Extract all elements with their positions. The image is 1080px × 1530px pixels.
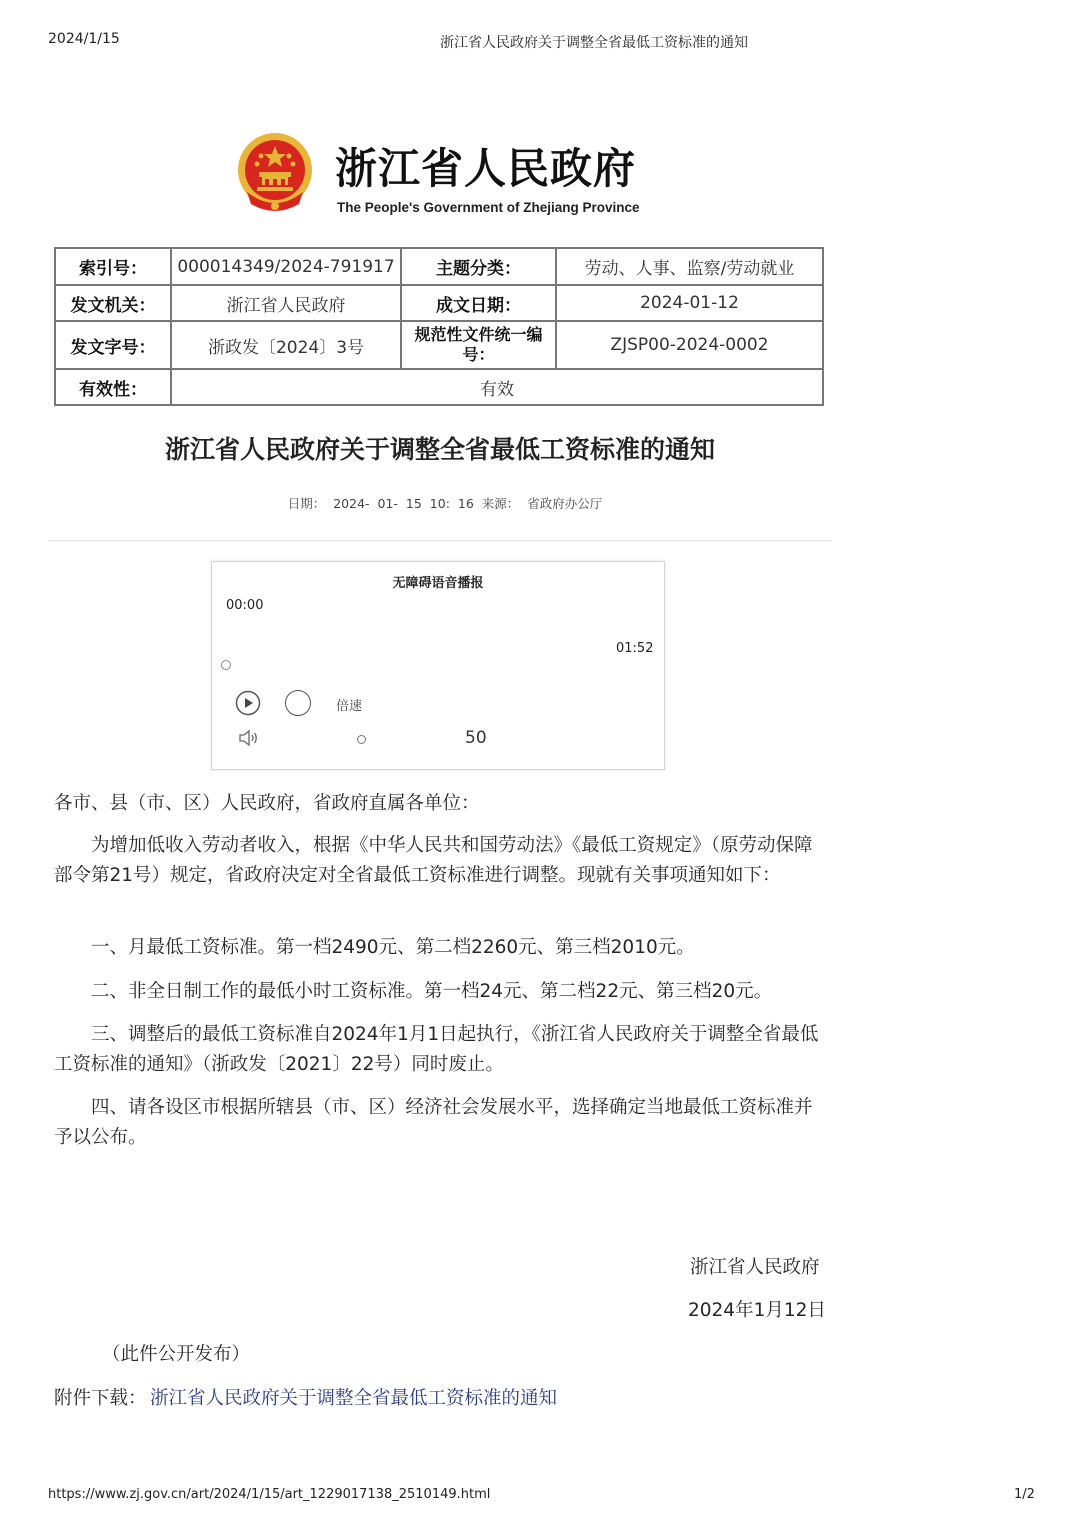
validity-value: 有效 [171, 369, 823, 405]
play-icon[interactable] [235, 690, 261, 716]
issuer-value: 浙江省人民政府 [171, 285, 401, 321]
paragraph-item-2: 二、非全日制工作的最低小时工资标准。第一档24元、第二档22元、第三档20元。 [91, 981, 773, 1002]
paragraph-item-3: 三、调整后的最低工资标准自2024年1月1日起执行，《浙江省人民政府关于调整全省最低工资标准的通知》（浙政发〔2021〕22号）同时废止。 [54, 1024, 819, 1075]
print-date: 2024/1/15 [48, 31, 120, 47]
article-meta: 日期： 2024- 01- 15 10: 16 来源： 省政府办公厅 [287, 496, 603, 511]
attachment-link[interactable]: 浙江省人民政府关于调整全省最低工资标准的通知 [150, 1388, 558, 1409]
print-header-title: 浙江省人民政府关于调整全省最低工资标准的通知 [440, 35, 748, 51]
index-label: 索引号： [55, 248, 171, 285]
org-name: 浙江省人民政府 [335, 144, 637, 193]
national-emblem-icon [235, 132, 315, 214]
audio-player [211, 561, 665, 770]
date-value: 2024-01-12 [556, 285, 823, 321]
attachment-label: 附件下载： [54, 1388, 147, 1409]
player-title: 无障碍语音播报 [392, 576, 484, 591]
playback-rate-button[interactable]: 倍速 [336, 695, 362, 714]
volume-icon[interactable] [238, 728, 260, 748]
category-value: 劳动、人事、监察/劳动就业 [556, 248, 823, 285]
current-time: 00:00 [226, 598, 264, 613]
page-number: 1/2 [1014, 1487, 1035, 1502]
duration: 01:52 [616, 641, 654, 656]
document-info-table [54, 247, 824, 406]
paragraph-item-1: 一、月最低工资标准。第一档2490元、第二档2260元、第三档2010元。 [91, 937, 695, 958]
validity-label: 有效性： [55, 369, 171, 405]
docno-label: 发文字号： [55, 321, 171, 369]
divider [48, 540, 832, 541]
paragraph-intro: 为增加低收入劳动者收入，根据《中华人民共和国劳动法》《最低工资规定》（原劳动保障部令第21号）规定，省政府决定对全省最低工资标准进行调整。现就有关事项通知如下： [54, 835, 813, 886]
volume-value: 50 [465, 728, 487, 748]
unified-label: 规范性文件统一编号： [401, 321, 556, 369]
org-name-english: The People's Government of Zhejiang Province [337, 200, 640, 215]
government-logo [225, 118, 645, 226]
unified-value: ZJSP00-2024-0002 [556, 321, 823, 369]
progress-slider[interactable] [221, 660, 231, 670]
signature-date: 2024年1月12日 [688, 1300, 826, 1321]
signature-org: 浙江省人民政府 [690, 1257, 820, 1278]
paragraph-item-4: 四、请各设区市根据所辖县（市、区）经济社会发展水平，选择确定当地最低工资标准并予以公布。 [54, 1097, 813, 1148]
issuer-label: 发文机关： [55, 285, 171, 321]
stop-button[interactable] [285, 690, 311, 716]
volume-slider[interactable] [357, 735, 366, 744]
footer-url: https://www.zj.gov.cn/art/2024/1/15/art_1229017138_2510149.html [48, 1487, 491, 1502]
date-label: 成文日期： [401, 285, 556, 321]
index-value: 000014349/2024-791917 [171, 248, 401, 285]
greeting: 各市、县（市、区）人民政府，省政府直属各单位： [54, 793, 480, 814]
category-label: 主题分类： [401, 248, 556, 285]
article-title: 浙江省人民政府关于调整全省最低工资标准的通知 [164, 435, 715, 464]
public-note: （此件公开发布） [102, 1344, 251, 1365]
docno-value: 浙政发〔2024〕3号 [171, 321, 401, 369]
